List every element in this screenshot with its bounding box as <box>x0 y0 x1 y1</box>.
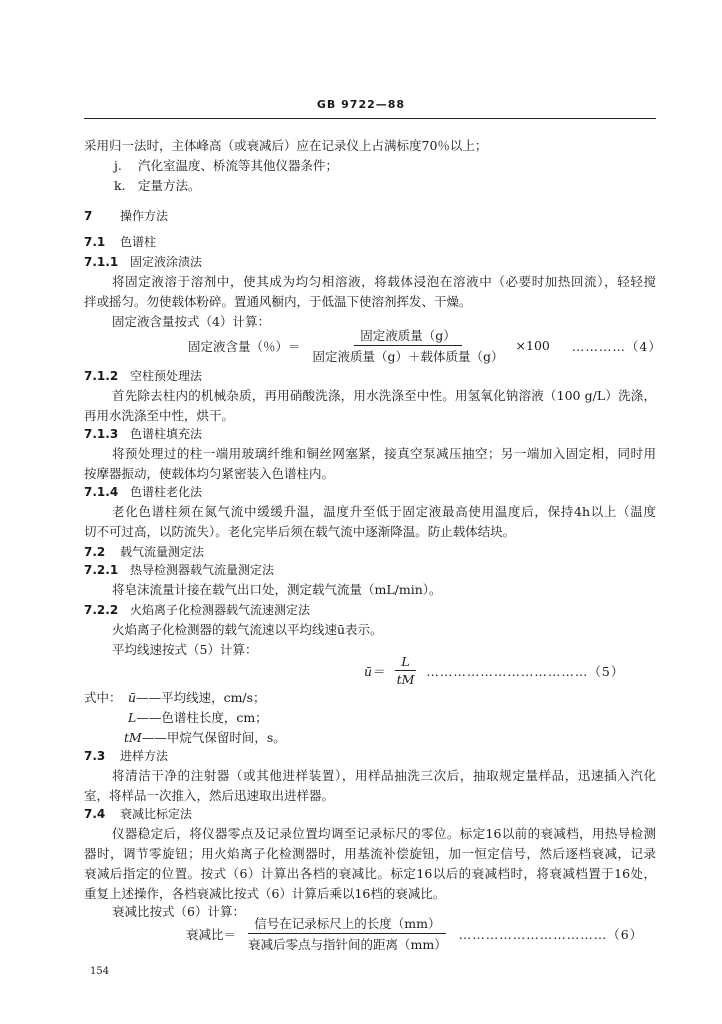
intro-line: 采用归一法时，主体峰高（或衰减后）应在记录仪上占满标度70％以上； <box>84 138 488 153</box>
header-rule <box>84 118 656 119</box>
paragraph-line: 重复上述操作，各档衰减比按式（6）计算后乘以16档的衰减比。 <box>84 886 446 901</box>
equation-fraction <box>242 914 453 953</box>
where-clause: 式中： ū——平均线速，cm/s； <box>84 690 266 705</box>
equation-lhs: ū＝ <box>364 663 385 679</box>
section-7-1-2-heading: 7.1.2 空柱预处理法 <box>84 369 203 383</box>
paragraph-line: 衰减后指定的位置。按式（6）计算出各档的衰减比。标定16以后的衰减档时，将衰减档置于16处， <box>84 866 656 881</box>
paragraph-line: 器时，调节零旋钮；用火焰离子化检测器时，用基流补偿旋钮，加一恒定信号，然后逐档衰减，记录 <box>84 846 656 861</box>
equation-numerator: 信号在记录标尺上的长度（mm） <box>248 914 446 934</box>
paragraph-line: 室，将样品一次推入，然后迅速取出进样器。 <box>84 788 335 803</box>
list-item-k: k. 定量方法。 <box>114 178 201 193</box>
where-clause: tM——甲烷气保留时间，s。 <box>124 730 286 745</box>
paragraph-line: 将固定液溶于溶剂中，使其成为均匀相溶液，将载体浸泡在溶液中（必要时加热回流），轻轻搅 <box>112 274 656 289</box>
paragraph-line: 火焰离子化检测器的载气流速以平均线速ū表示。 <box>112 622 383 637</box>
paragraph-line: 再用水洗涤至中性，烘干。 <box>84 408 235 423</box>
equation-numerator: L <box>395 654 415 671</box>
section-7-2-heading: 7.2 载气流量测定法 <box>84 545 205 559</box>
section-7-1-1-heading: 7.1.1 固定液涂渍法 <box>84 255 203 269</box>
equation-number: ………………………………（5） <box>426 663 625 679</box>
equation-numerator: 固定液质量（g） <box>354 326 462 346</box>
section-7-4-heading: 7.4 衰减比标定法 <box>84 807 193 821</box>
section-7-2-1-heading: 7.2.1 热导检测器载气流量测定法 <box>84 563 275 577</box>
equation-4 <box>188 326 662 365</box>
equation-lhs: 衰减比＝ <box>186 926 237 942</box>
paragraph-line: 固定液含量按式（4）计算： <box>112 314 270 329</box>
equation-number: ……………………………（6） <box>458 926 644 942</box>
paragraph-line: 将皂沫流量计接在载气出口处，测定载气流量（mL/min）。 <box>112 582 442 597</box>
page-header: GB 9722—88 <box>316 98 406 111</box>
section-7-3-heading: 7.3 进样方法 <box>84 749 169 763</box>
equation-5 <box>364 654 624 687</box>
paragraph-line: 仪器稳定后，将仪器零点及记录位置均调至记录标尺的零位。标定16以前的衰减档，用热导检测 <box>112 826 656 841</box>
paragraph-line: 拌或摇匀。勿使载体粉碎。置通风橱内，于低温下使溶剂挥发、干燥。 <box>84 294 472 309</box>
paragraph-line: 首先除去柱内的机械杂质，再用硝酸洗涤，用水洗涤至中性。用氢氧化钠溶液（100 g/L）洗涤， <box>112 388 656 403</box>
equation-denominator: tM <box>396 672 415 687</box>
section-7-heading: 7 操作方法 <box>84 209 169 223</box>
list-item-j: j. 汽化室温度、桥流等其他仪器条件； <box>114 158 339 173</box>
paragraph-line: 将预处理过的柱一端用玻璃纤维和铜丝网塞紧，接真空泵减压抽空；另一端加入固定相，同时用 <box>112 446 656 461</box>
paragraph-line: 按摩器振动，使载体均匀紧密装入色谱柱内。 <box>84 466 335 481</box>
paragraph-line: 切不可过高，以防流失）。老化完毕后须在载气流中逐渐降温。防止载体结块。 <box>84 524 516 539</box>
paragraph-line: 平均线速按式（5）计算： <box>112 642 258 657</box>
equation-denominator: 衰减后零点与指针间的距离（mm） <box>248 937 447 952</box>
equation-fraction <box>391 654 421 687</box>
section-7-2-2-heading: 7.2.2 火焰离子化检测器载气流速测定法 <box>84 603 311 617</box>
equation-multiplier: ×100 <box>515 338 550 353</box>
equation-fraction <box>307 326 510 365</box>
paragraph-line: 将清洁干净的注射器（或其他进样装置），用样品抽洗三次后，抽取规定量样品，迅速插入汽化 <box>112 768 656 783</box>
section-7-1-4-heading: 7.1.4 色谱柱老化法 <box>84 485 203 499</box>
equation-lhs: 固定液含量（％）＝ <box>188 338 301 354</box>
paragraph-line: 衰减比按式（6）计算： <box>112 904 245 919</box>
section-7-1-heading: 7.1 色谱柱 <box>84 235 157 249</box>
paragraph-line: 老化色谱柱须在氮气流中缓缓升温，温度升至低于固定液最高使用温度后，保持4h以上（温度 <box>112 504 656 519</box>
equation-number: …………（4） <box>571 338 662 354</box>
equation-6 <box>186 914 643 953</box>
equation-denominator: 固定液质量（g）＋载体质量（g） <box>312 349 504 364</box>
section-7-1-3-heading: 7.1.3 色谱柱填充法 <box>84 427 203 441</box>
page-number: 154 <box>90 966 110 977</box>
where-clause: L——色谱柱长度，cm； <box>128 710 268 725</box>
